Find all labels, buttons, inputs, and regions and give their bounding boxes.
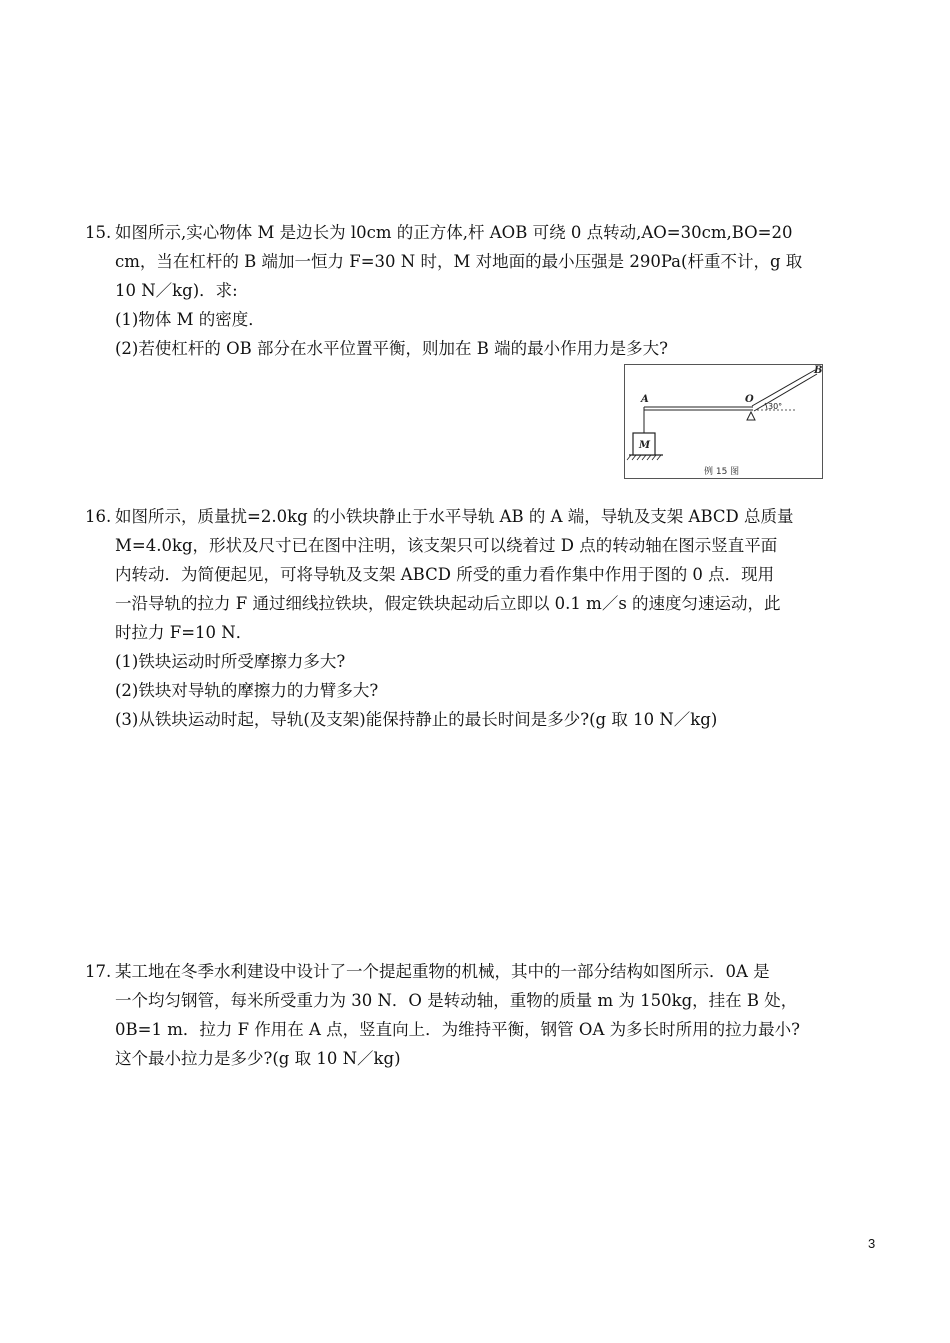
question-16-sub-1: (1)铁块运动时所受摩擦力多大? xyxy=(115,652,346,671)
label-o: O xyxy=(745,394,754,405)
question-16-line-3: 内转动．为简便起见，可将导轨及支架 ABCD 所受的重力看作集中作用于图的 0 点．现用 xyxy=(115,565,775,584)
question-17-line-4: 这个最小拉力是多少?(g 取 10 N／kg) xyxy=(115,1049,401,1068)
angle-label: 30° xyxy=(768,402,783,411)
question-17-line-1 xyxy=(85,957,885,986)
question-17-number: 17. xyxy=(85,962,112,981)
page-number: 3 xyxy=(868,1236,876,1251)
label-a: A xyxy=(641,394,649,405)
question-16-sub-2: (2)铁块对导轨的摩擦力的力臂多大? xyxy=(115,681,379,700)
question-15-number: 15. xyxy=(85,223,112,242)
question-17-line-2: 一个均匀钢管，每米所受重力为 30 N．O 是转动轴，重物的质量 m 为 150kg，挂在 B 处， xyxy=(115,991,798,1010)
label-m: M xyxy=(639,440,651,451)
question-16-number: 16. xyxy=(85,507,112,526)
question-15-line-3: 10 N／kg)．求: xyxy=(115,281,238,300)
question-16-line-1 xyxy=(85,502,885,531)
question-16-line-5: 时拉力 F=10 N． xyxy=(115,623,253,642)
question-16-sub-3: (3)从铁块运动时起，导轨(及支架)能保持静止的最长时间是多少?(g 取 10 N／kg) xyxy=(115,710,718,729)
question-15 xyxy=(85,218,885,363)
question-15-sub-2: (2)若使杠杆的 OB 部分在水平位置平衡，则加在 B 端的最小作用力是多大? xyxy=(115,339,668,358)
question-15-sub-1: (1)物体 M 的密度． xyxy=(115,310,265,329)
question-16 xyxy=(85,502,885,734)
question-16-text-1: 如图所示，质量扰=2.0kg 的小铁块静止于水平导轨 AB 的 A 端，导轨及支架 ABCD 总质量 xyxy=(115,507,794,526)
pivot-icon xyxy=(747,412,755,420)
question-15-text-1: 如图所示,实心物体 M 是边长为 l0cm 的正方体,杆 AOB 可绕 0 点转动,AO=30cm,BO=20 xyxy=(115,223,793,242)
lever-diagram xyxy=(625,365,822,478)
lever-figure-15 xyxy=(624,364,823,479)
question-16-line-2: M=4.0kg，形状及尺寸已在图中注明，该支架只可以绕着过 D 点的转动轴在图示竖直平面 xyxy=(115,536,778,555)
question-16-line-4: 一沿导轨的拉力 F 通过细线拉铁块，假定铁块起动后立即以 0.1 m／s 的速度匀速运动，此 xyxy=(115,594,781,613)
label-b: B xyxy=(814,365,822,376)
question-17-text-1: 某工地在冬季水利建设中设计了一个提起重物的机械，其中的一部分结构如图所示．0A 是 xyxy=(115,962,770,981)
figure-caption: 例 15 图 xyxy=(704,467,740,477)
question-17 xyxy=(85,957,885,1073)
question-15-line-1 xyxy=(85,218,885,247)
question-15-line-2: cm，当在杠杆的 B 端加一恒力 F=30 N 时，M 对地面的最小压强是 290Pa(杆重不计，g 取 xyxy=(115,252,803,271)
question-17-line-3: 0B=1 m．拉力 F 作用在 A 点，竖直向上．为维持平衡，钢管 OA 为多长时所用的拉力最小? xyxy=(115,1020,800,1039)
